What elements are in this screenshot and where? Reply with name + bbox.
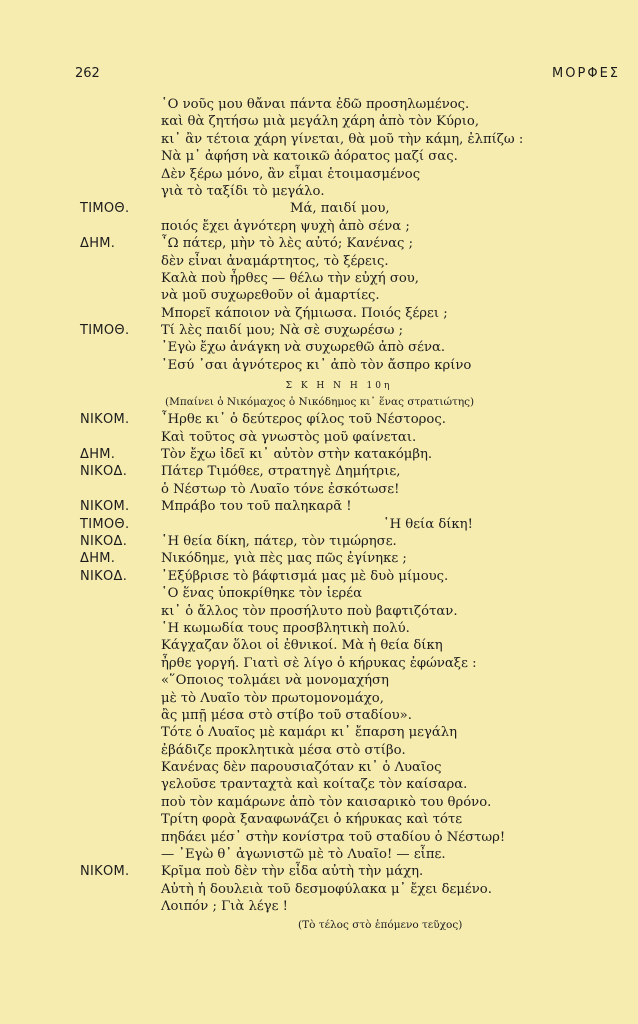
- verse-text: ἦρθε γοργή. Γιατὶ σὲ λίγο ὁ κήρυκας ἐφώναξε :: [161, 655, 477, 671]
- verse-line: [0, 724, 638, 741]
- verse-text: ᾽Εγὼ ἔχω ἀνάγκη νὰ συχωρεθῶ ἀπὸ σένα.: [161, 340, 446, 356]
- verse-text: ῾Ο νοῦς μου θἄναι πάντα ἐδῶ προσηλωμένος.: [161, 97, 470, 112]
- verse-line: [0, 339, 638, 356]
- verse-line: [0, 603, 638, 620]
- page-number: 262: [75, 66, 100, 81]
- verse-text: Λοιπόν ; Γιὰ λέγε !: [161, 899, 288, 915]
- verse-line: [0, 585, 638, 602]
- verse-text: «῞Οποιος τολμάει νὰ μονομαχήση: [161, 673, 389, 689]
- verse-text: Τρίτη φορὰ ξαναφωνάζει ὁ κήρυκας καὶ τότε: [161, 812, 463, 828]
- verse-line: [0, 322, 638, 339]
- verse-line: [0, 253, 638, 270]
- verse-line: [0, 516, 638, 533]
- speaker-label: ΝΙΚΟΔ.: [80, 533, 128, 549]
- speaker-label: ΝΙΚΟΔ.: [80, 464, 128, 480]
- verse-line: [0, 113, 638, 130]
- verse-line: [0, 463, 638, 480]
- speaker-label: ΝΙΚΟΜ.: [80, 499, 130, 515]
- verse-line: [0, 429, 638, 446]
- verse-text: — ᾽Εγὼ θ᾽ ἀγωνιστῶ μὲ τὸ Λυαῖο! — εἶπε.: [161, 847, 446, 863]
- verse-text: Καὶ τοῦτος σὰ γνωστὸς μοῦ φαίνεται.: [161, 429, 417, 445]
- verse-text: κι᾽ ἂν τέτοια χάρη γίνεται, θὰ μοῦ τὴν κάμη, ἐλπίζω :: [161, 131, 524, 147]
- verse-line: [0, 742, 638, 759]
- verse-text: ῾Η κωμωδία τους προσβλητικὴ πολύ.: [161, 620, 410, 636]
- verse-line: [0, 776, 638, 793]
- verse-text: δὲν εἶναι ἀναμάρτητος, τὸ ξέρεις.: [161, 253, 389, 269]
- verse-text: γελοῦσε τρανταχτὰ καὶ κοίταζε τὸν καίσαρα.: [161, 777, 468, 793]
- verse-text: ῏Ηρθε κι᾽ ὁ δεύτερος φίλος τοῦ Νέστορος.: [161, 412, 446, 428]
- verse-line: [0, 672, 638, 689]
- speaker-label: ΔΗΜ.: [80, 447, 116, 463]
- speaker-label: ΤΙΜΟΘ.: [80, 323, 130, 339]
- verse-line: [0, 131, 638, 148]
- verse-line: [0, 305, 638, 322]
- verse-line: [0, 270, 638, 287]
- verse-text: ὁ Νέστωρ τὸ Λυαῖο τόνε ἐσκότωσε!: [161, 481, 400, 497]
- verse-line: [0, 481, 638, 498]
- verse-text: ἐβάδιζε προκλητικὰ μέσα στὸ στίβο.: [161, 742, 406, 758]
- verse-text: Δὲν ξέρω μόνο, ἂν εἶμαι ἑτοιμασμένος: [161, 166, 421, 182]
- speaker-label: ΝΙΚΟΜ.: [80, 864, 130, 880]
- continued-note-text: (Τὸ τέλος στὸ ἑπόμενο τεῦχος): [298, 918, 463, 931]
- speaker-label: ΝΙΚΟΔ.: [80, 568, 128, 584]
- verse-text: κι᾽ ὁ ἄλλος τὸν προσήλυτο ποὺ βαφτιζόταν.: [161, 603, 458, 619]
- verse-text: ᾽Εσύ ᾽σαι ἁγνότερος κι᾽ ἀπὸ τὸν ἄσπρο κρίνο: [161, 357, 472, 373]
- verse-line: [0, 498, 638, 515]
- running-head: ΜΟΡΦΕΣ: [552, 66, 620, 81]
- verse-line: [0, 568, 638, 585]
- verse-text: Μπορεῖ κάποιον νὰ ζήμιωσα. Ποιός ξέρει ;: [161, 305, 448, 321]
- verse-line: [0, 96, 638, 113]
- verse-text: ῏Ω πάτερ, μὴν τὸ λὲς αὐτό; Κανένας ;: [161, 236, 414, 252]
- play-text: [0, 96, 638, 934]
- continued-note: [0, 916, 638, 934]
- verse-text: ῾Η θεία δίκη!: [383, 516, 473, 532]
- verse-line: [0, 794, 638, 811]
- verse-text: νὰ μοῦ συχωρεθοῦν οἱ ἁμαρτίες.: [161, 288, 380, 304]
- verse-text: Νὰ μ᾽ ἀφήση νὰ κατοικῶ ἀόρατος μαζί σας.: [161, 149, 458, 165]
- verse-line: [0, 411, 638, 428]
- verse-text: ποιός ἔχει ἁγνότερη ψυχὴ ἀπὸ σένα ;: [161, 218, 410, 234]
- verse-line: [0, 533, 638, 550]
- verse-line: [0, 898, 638, 915]
- verse-text: Μπράβο του τοῦ παληκαρᾶ !: [161, 499, 352, 515]
- verse-text: ᾽Εξύβρισε τὸ βάφτισμά μας μὲ δυὸ μίμους.: [161, 568, 449, 584]
- speaker-label: ΝΙΚΟΜ.: [80, 412, 130, 428]
- speaker-label: ΤΙΜΟΘ.: [80, 201, 130, 217]
- speaker-label: ΤΙΜΟΘ.: [80, 516, 130, 532]
- stage-direction: (Μπαίνει ὁ Νικόμαχος ὁ Νικόδημος κι᾽ ἕνας στρατιώτης): [165, 396, 475, 409]
- verse-line: [0, 620, 638, 637]
- verse-line: [0, 829, 638, 846]
- verse-line: [0, 148, 638, 165]
- verse-text: ἂς μπῇ μέσα στὸ στίβο τοῦ σταδίου».: [161, 707, 412, 723]
- verse-text: Αὐτὴ ἡ δουλειὰ τοῦ δεσμοφύλακα μ᾽ ἔχει δεμένο.: [161, 881, 492, 897]
- verse-line: [0, 357, 638, 374]
- verse-text: Πάτερ Τιμόθεε, στρατηγὲ Δημήτριε,: [161, 464, 401, 480]
- verse-line: [0, 446, 638, 463]
- speaker-label: ΔΗΜ.: [80, 551, 116, 567]
- verse-text: μὲ τὸ Λυαῖο τὸν πρωτομονομάχο,: [161, 690, 384, 706]
- scene-title: Σ Κ Η Ν Η 10η: [285, 381, 393, 392]
- verse-line: [0, 690, 638, 707]
- verse-line: [0, 655, 638, 672]
- verse-line: [0, 846, 638, 863]
- verse-line: [0, 707, 638, 724]
- verse-line: [0, 811, 638, 828]
- page-header: [0, 66, 638, 86]
- verse-text: Κάγχαζαν ὅλοι οἱ ἐθνικοί. Μὰ ἡ θεία δίκη: [161, 638, 443, 654]
- verse-text: ποὺ τὸν καμάρωνε ἀπὸ τὸν καισαρικὸ του θρόνο.: [161, 794, 492, 810]
- speaker-label: ΔΗΜ.: [80, 236, 116, 252]
- verse-text: Νικόδημε, γιὰ πὲς μας πῶς ἐγίνηκε ;: [161, 551, 407, 567]
- verse-text: ῾Η θεία δίκη, πάτερ, τὸν τιμώρησε.: [161, 533, 397, 549]
- verse-line: [0, 183, 638, 200]
- verse-text: Τί λὲς παιδί μου; Νὰ σὲ συχωρέσω ;: [161, 323, 404, 339]
- verse-line: [0, 759, 638, 776]
- verse-text: ῾Ο ἕνας ὑποκρίθηκε τὸν ἱερέα: [161, 586, 363, 602]
- verse-text: Κρῖμα ποὺ δὲν τὴν εἶδα αὐτὴ τὴν μάχη.: [161, 864, 424, 880]
- verse-line: [0, 881, 638, 898]
- verse-line: [0, 200, 638, 217]
- verse-text: Τότε ὁ Λυαῖος μὲ καμάρι κι᾽ ἔπαρση μεγάλη: [161, 725, 458, 741]
- verse-line: [0, 287, 638, 304]
- verse-text: καὶ θὰ ζητήσω μιὰ μεγάλη χάρη ἀπὸ τὸν Κύριο,: [161, 114, 480, 130]
- verse-line: [0, 166, 638, 183]
- verse-line: [0, 218, 638, 235]
- verse-text: Τὸν ἔχω ἰδεῖ κι᾽ αὐτὸν στὴν κατακόμβη.: [161, 447, 433, 463]
- verse-text: πηδάει μέσ᾽ στὴν κονίστρα τοῦ σταδίου ὁ Νέστωρ!: [161, 829, 506, 845]
- verse-line: [0, 550, 638, 567]
- verse-line: [0, 235, 638, 252]
- verse-text: γιὰ τὸ ταξίδι τὸ μεγάλο.: [161, 183, 325, 199]
- verse-text: Κανένας δὲν παρουσιαζόταν κι᾽ ὁ Λυαῖος: [161, 760, 442, 776]
- verse-line: [0, 637, 638, 654]
- verse-text: Μά, παιδί μου,: [290, 201, 390, 217]
- verse-line: [0, 863, 638, 880]
- verse-text: Καλὰ ποὺ ἦρθες — θέλω τὴν εὐχή σου,: [161, 270, 419, 286]
